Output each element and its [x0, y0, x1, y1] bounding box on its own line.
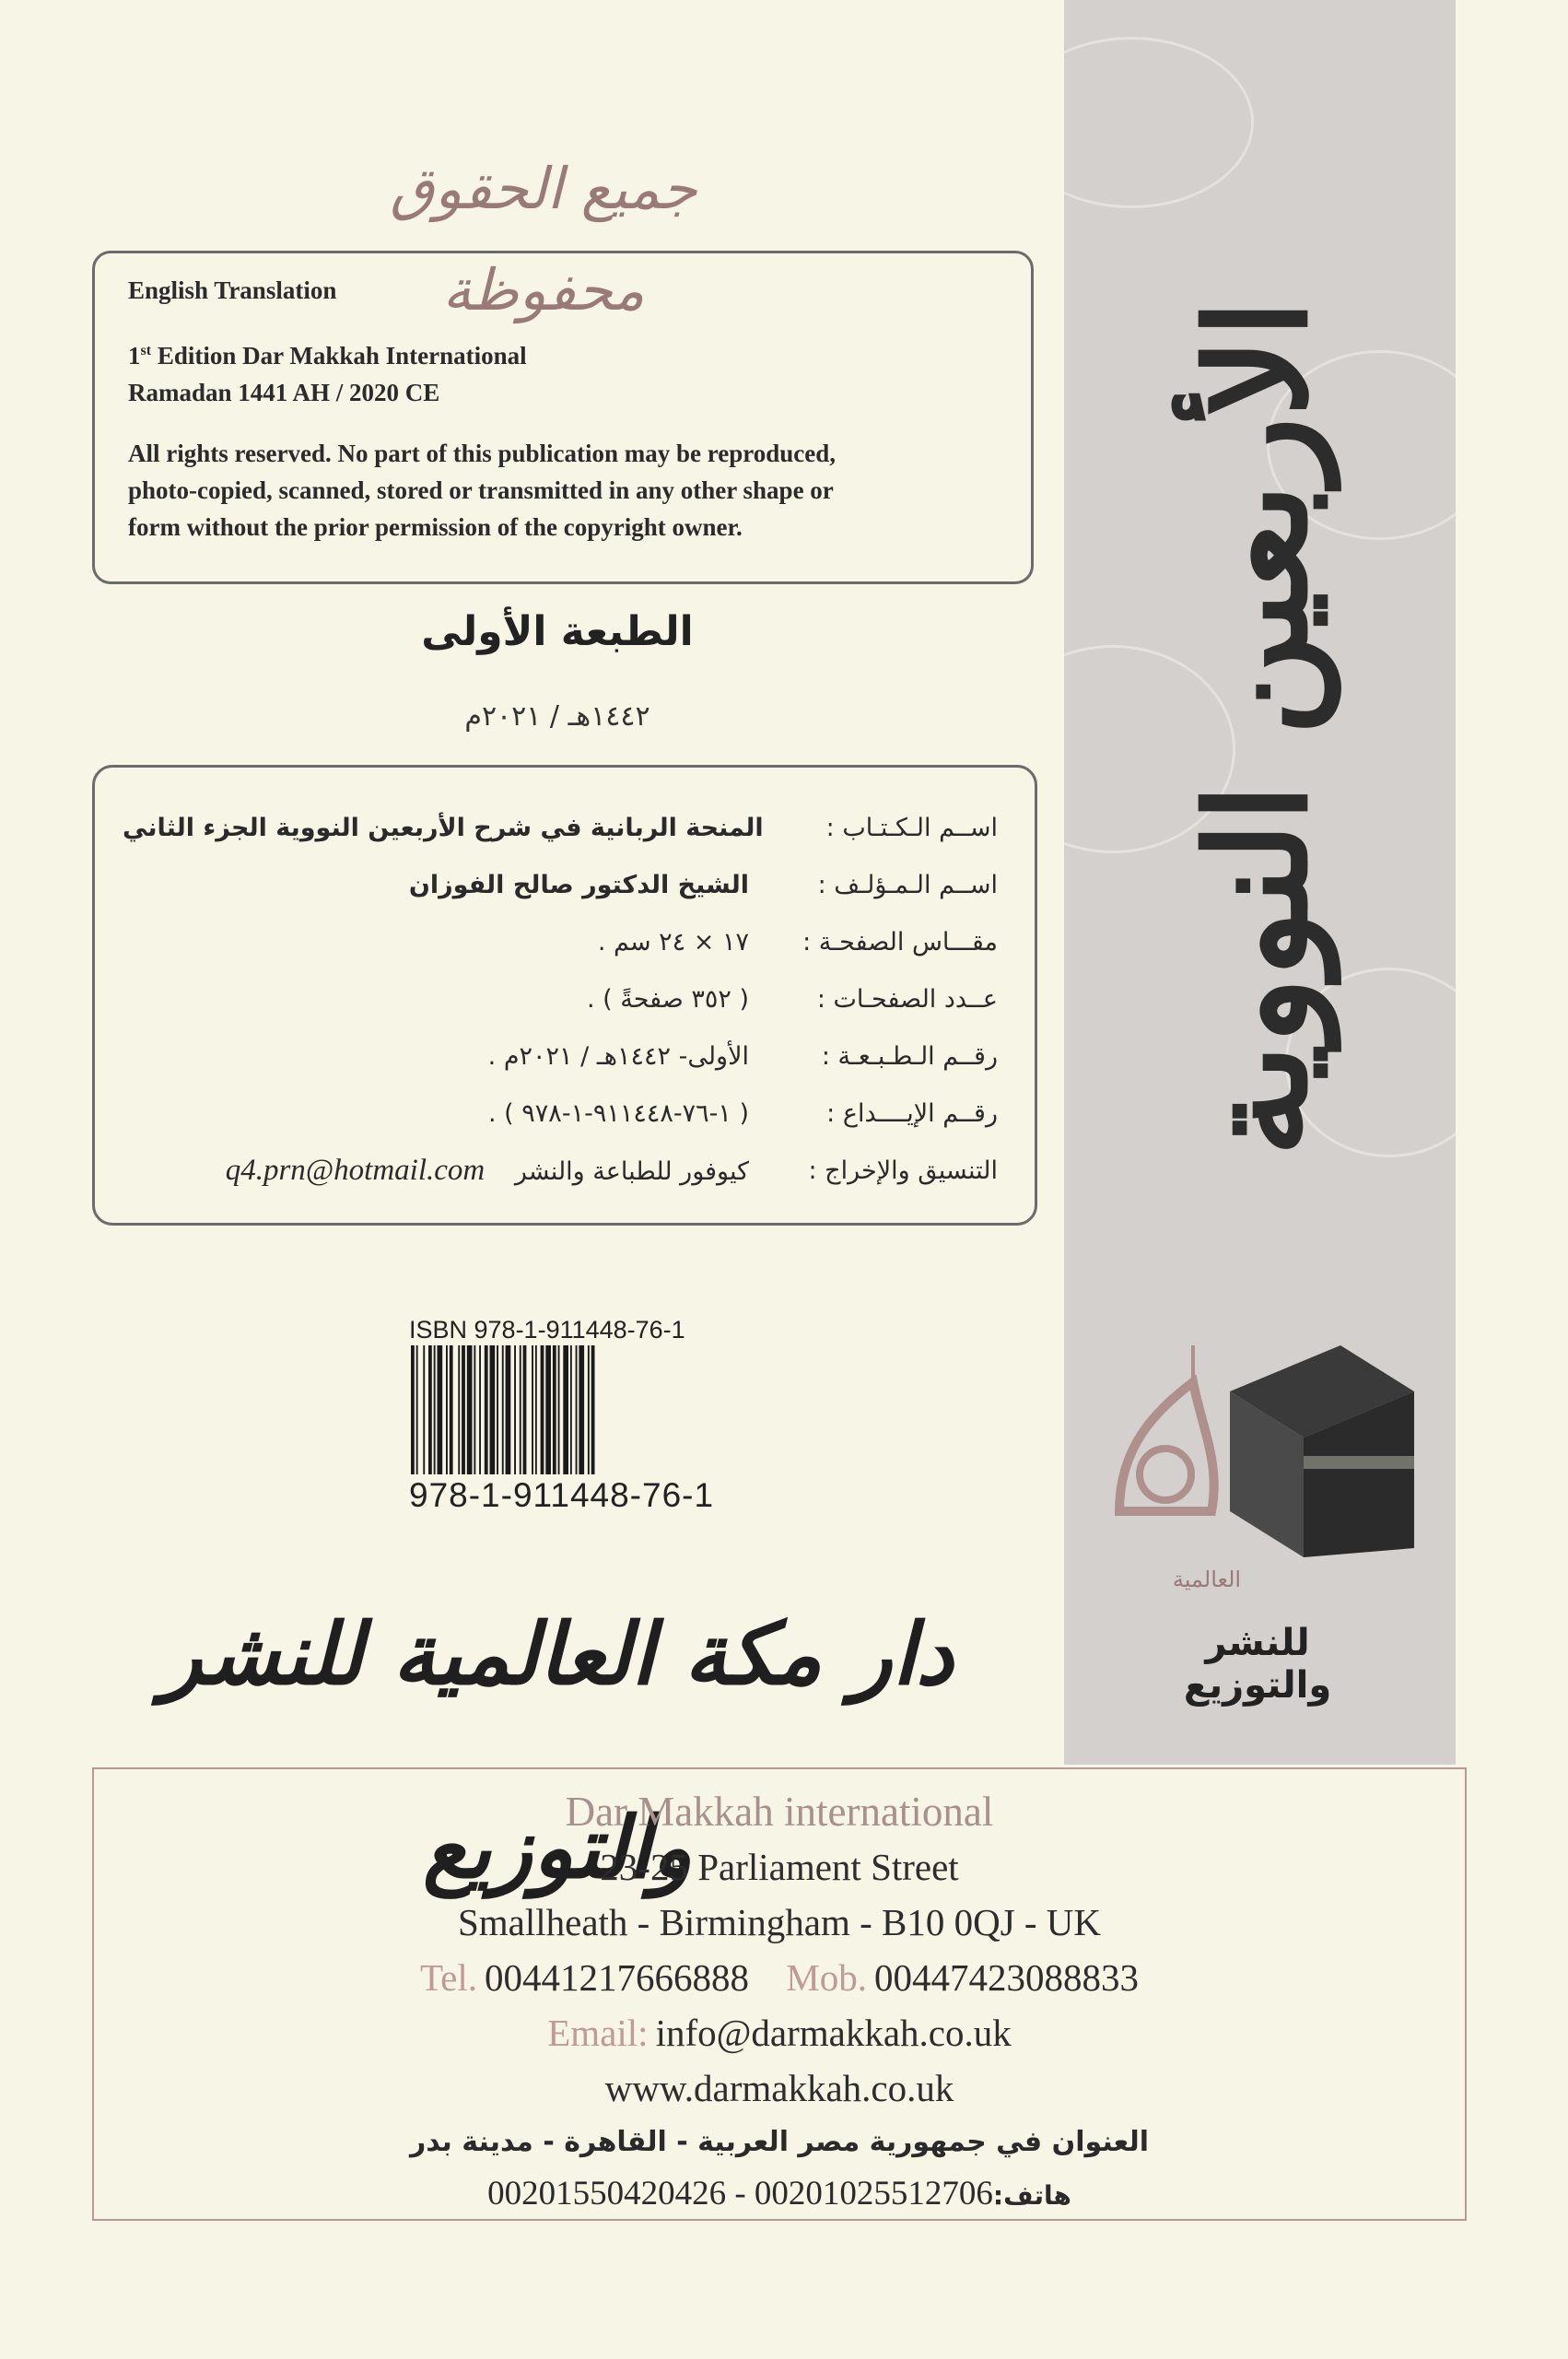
- arabic-phone-line: [94, 2169, 1465, 2221]
- barcode-bar: [523, 1345, 527, 1474]
- date-line: Ramadan 1441 AH / 2020 CE: [128, 379, 440, 406]
- barcode-bar: [438, 1345, 443, 1474]
- info-label: عــدد الصفحـات :: [816, 984, 998, 1014]
- info-label: التنسيق والإخراج :: [808, 1156, 998, 1185]
- mob-number[interactable]: 00447423088833: [874, 1956, 1139, 1999]
- info-value: ( ١-٧٦-٩١١٤٤٨-١-٩٧٨ ) .: [488, 1098, 749, 1128]
- date-arabic: ١٤٤٢هـ / ٢٠٢١م: [464, 700, 650, 733]
- barcode-bar: [502, 1345, 504, 1474]
- english-copyright-box: [92, 251, 1034, 584]
- email-line: [94, 2005, 1465, 2060]
- email-address[interactable]: info@darmakkah.co.uk: [655, 2012, 1012, 2054]
- info-label: اســم الـمـؤلـف :: [817, 870, 998, 899]
- mob-label: Mob.: [786, 1956, 867, 1999]
- barcode-bar: [535, 1345, 537, 1474]
- info-value: ١٧ × ٢٤ سم .: [597, 927, 749, 957]
- phone-label-ar: هاتف:: [992, 2180, 1071, 2211]
- barcode-bar: [467, 1345, 473, 1474]
- isbn-number: 978-1-911448-76-1: [409, 1476, 715, 1514]
- barcode-bar: [576, 1345, 578, 1474]
- edition-line: [128, 333, 998, 374]
- logo-caption: للنشر والتوزيع: [1183, 1622, 1332, 1707]
- barcode-bar: [474, 1345, 475, 1474]
- ornament-shape: [1064, 37, 1254, 208]
- edition-number: 1: [128, 342, 141, 370]
- barcode-bar: [570, 1345, 572, 1474]
- barcode-bar: [428, 1345, 432, 1474]
- barcode-bar: [588, 1345, 590, 1474]
- barcode-bar: [479, 1345, 481, 1474]
- info-value: الشيخ الدكتور صالح الفوزان: [408, 870, 749, 899]
- edition-arabic: الطبعة الأولى: [421, 608, 694, 655]
- kaaba-logo-icon: [1101, 1327, 1414, 1557]
- publisher-name: Dar Makkah international: [565, 1789, 994, 1835]
- website[interactable]: www.darmakkah.co.uk: [604, 2067, 954, 2109]
- barcode-bar: [558, 1345, 560, 1474]
- translation-line: English Translation: [128, 276, 337, 304]
- info-row-author: [123, 856, 998, 913]
- barcode-bar: [514, 1345, 516, 1474]
- email-label: Email:: [547, 2012, 649, 2054]
- barcode-bar: [416, 1345, 418, 1474]
- info-value: الأولى- ١٤٤٢هـ / ٢٠٢١م .: [487, 1041, 749, 1071]
- phone-line: [94, 1950, 1465, 2005]
- rights-line-2: photo-copied, scanned, stored or transmitted in any other shape or: [128, 476, 834, 504]
- barcode-bar: [462, 1345, 465, 1474]
- layout-company: كيوفور للطباعة والنشر: [514, 1156, 749, 1186]
- barcode-bar: [423, 1345, 425, 1474]
- barcode-bar: [520, 1345, 521, 1474]
- isbn-barcode: [411, 1345, 730, 1474]
- info-label: رقــم الـطـبـعـة :: [821, 1041, 998, 1071]
- tel-number[interactable]: 00441217666888: [485, 1956, 750, 1999]
- info-row-deposit: [123, 1085, 998, 1142]
- logo-alamiya-text: العالمية: [1172, 1567, 1242, 1592]
- barcode-bar: [553, 1345, 556, 1474]
- barcode-bar: [490, 1345, 496, 1474]
- info-value: ( ٣٥٢ صفحةً ) .: [587, 984, 749, 1014]
- rights-line-1: All rights reserved. No part of this publication may be reproduced,: [128, 440, 836, 467]
- barcode-bar: [579, 1345, 584, 1474]
- publisher-address-box: [92, 1767, 1467, 2221]
- barcode-bar: [506, 1345, 511, 1474]
- barcode-bar: [563, 1345, 568, 1474]
- barcode-bar: [458, 1345, 460, 1474]
- info-row-size: [123, 913, 998, 970]
- info-value: [123, 1154, 749, 1188]
- side-title-strip: [1064, 0, 1456, 1765]
- isbn-label: ISBN 978-1-911448-76-1: [409, 1316, 685, 1344]
- barcode-bar: [541, 1345, 544, 1474]
- side-title-text: الأربعين النووية: [1176, 299, 1339, 1157]
- book-info-box: [92, 765, 1037, 1226]
- edition-suffix: st: [140, 343, 152, 358]
- barcode-bar: [485, 1345, 488, 1474]
- info-label: رقــم الإيــــداع :: [826, 1098, 998, 1128]
- phone-numbers[interactable]: 00201550420426 - 00201025512706: [487, 2175, 993, 2212]
- barcode-bar: [446, 1345, 448, 1474]
- barcode-bar: [450, 1345, 453, 1474]
- arabic-address: العنوان في جمهورية مصر العربية - القاهرة - مدينة بدر: [409, 2126, 1150, 2158]
- rights-reserved-calligraphy: جميع الحقوق محفوظة: [390, 155, 697, 323]
- street-address: 23-25 Parliament Street: [600, 1846, 959, 1888]
- rights-line-3: form without the prior permission of the copyright owner.: [128, 513, 743, 541]
- barcode-bar: [497, 1345, 498, 1474]
- info-value: المنحة الربانية في شرح الأربعين النووية الجزء الثاني: [123, 813, 764, 842]
- side-title: [1101, 184, 1414, 1272]
- publisher-calligraphy: دار مكة العالمية للنشر والتوزيع: [161, 1604, 954, 1897]
- info-row-pages: [123, 970, 998, 1027]
- info-label: اســم الـكـتـاب :: [825, 813, 998, 842]
- info-row-title: [123, 799, 998, 856]
- barcode-bar: [545, 1345, 551, 1474]
- barcode-bar: [434, 1345, 436, 1474]
- tel-label: Tel.: [420, 1956, 478, 1999]
- barcode-bar: [591, 1345, 595, 1474]
- edition-text: Edition Dar Makkah International: [151, 342, 527, 370]
- barcode-bar: [532, 1345, 533, 1474]
- barcode-bar: [411, 1345, 415, 1474]
- info-row-edition: [123, 1027, 998, 1085]
- info-row-layout: [123, 1142, 998, 1199]
- info-label: مقـــاس الصفحـة :: [802, 927, 998, 957]
- city-address: Smallheath - Birmingham - B10 0QJ - UK: [457, 1901, 1102, 1943]
- layout-email[interactable]: q4.prn@hotmail.com: [225, 1153, 486, 1187]
